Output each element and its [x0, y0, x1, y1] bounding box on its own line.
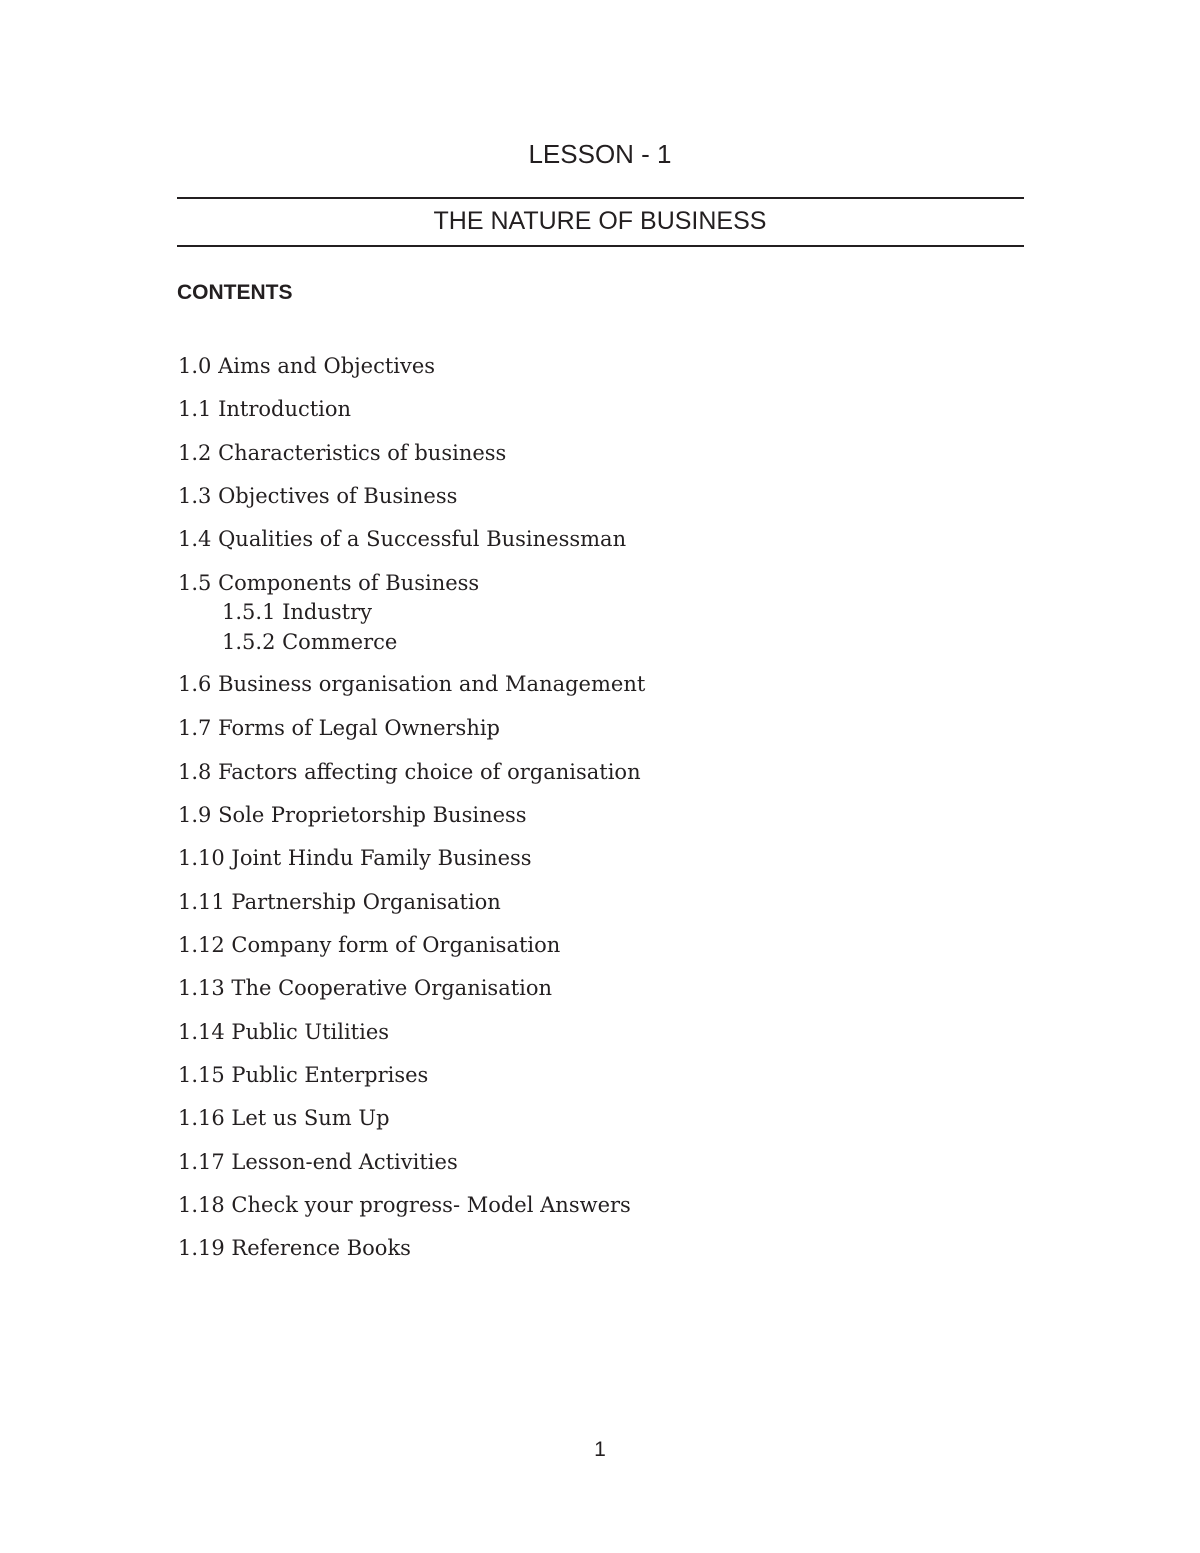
toc-item: 1.19 Reference Books	[178, 1236, 411, 1260]
toc-item: 1.14 Public Utilities	[178, 1020, 390, 1044]
toc-item: 1.13 The Cooperative Organisation	[178, 976, 553, 1000]
toc-item: 1.4 Qualities of a Successful Businessman	[178, 527, 627, 551]
chapter-title: THE NATURE OF BUSINESS	[433, 207, 767, 235]
toc-item: 1.12 Company form of Organisation	[178, 933, 561, 957]
title-top-rule	[177, 197, 1024, 199]
toc-item: 1.18 Check your progress- Model Answers	[178, 1193, 631, 1217]
toc-item: 1.8 Factors affecting choice of organisation	[178, 760, 641, 784]
toc-item: 1.16 Let us Sum Up	[178, 1106, 390, 1130]
toc-item: 1.9 Sole Proprietorship Business	[178, 803, 527, 827]
toc-item: 1.7 Forms of Legal Ownership	[178, 716, 501, 740]
toc-item: 1.1 Introduction	[178, 397, 352, 421]
toc-item: 1.17 Lesson-end Activities	[178, 1150, 458, 1174]
toc-subitem: 1.5.2 Commerce	[222, 630, 398, 654]
toc-item: 1.15 Public Enterprises	[178, 1063, 429, 1087]
toc-item: 1.10 Joint Hindu Family Business	[178, 846, 532, 870]
page-number: 1	[594, 1438, 606, 1461]
toc-item: 1.6 Business organisation and Management	[178, 672, 646, 696]
toc-item: 1.0 Aims and Objectives	[178, 354, 436, 378]
toc-subitem: 1.5.1 Industry	[222, 600, 373, 624]
toc-item: 1.3 Objectives of Business	[178, 484, 458, 508]
title-bottom-rule	[177, 245, 1024, 247]
lesson-heading: LESSON - 1	[528, 139, 672, 169]
toc-item: 1.2 Characteristics of business	[178, 441, 507, 465]
toc-item: 1.11 Partnership Organisation	[178, 890, 501, 914]
toc-item: 1.5 Components of Business	[178, 571, 480, 595]
contents-heading: CONTENTS	[177, 281, 293, 304]
